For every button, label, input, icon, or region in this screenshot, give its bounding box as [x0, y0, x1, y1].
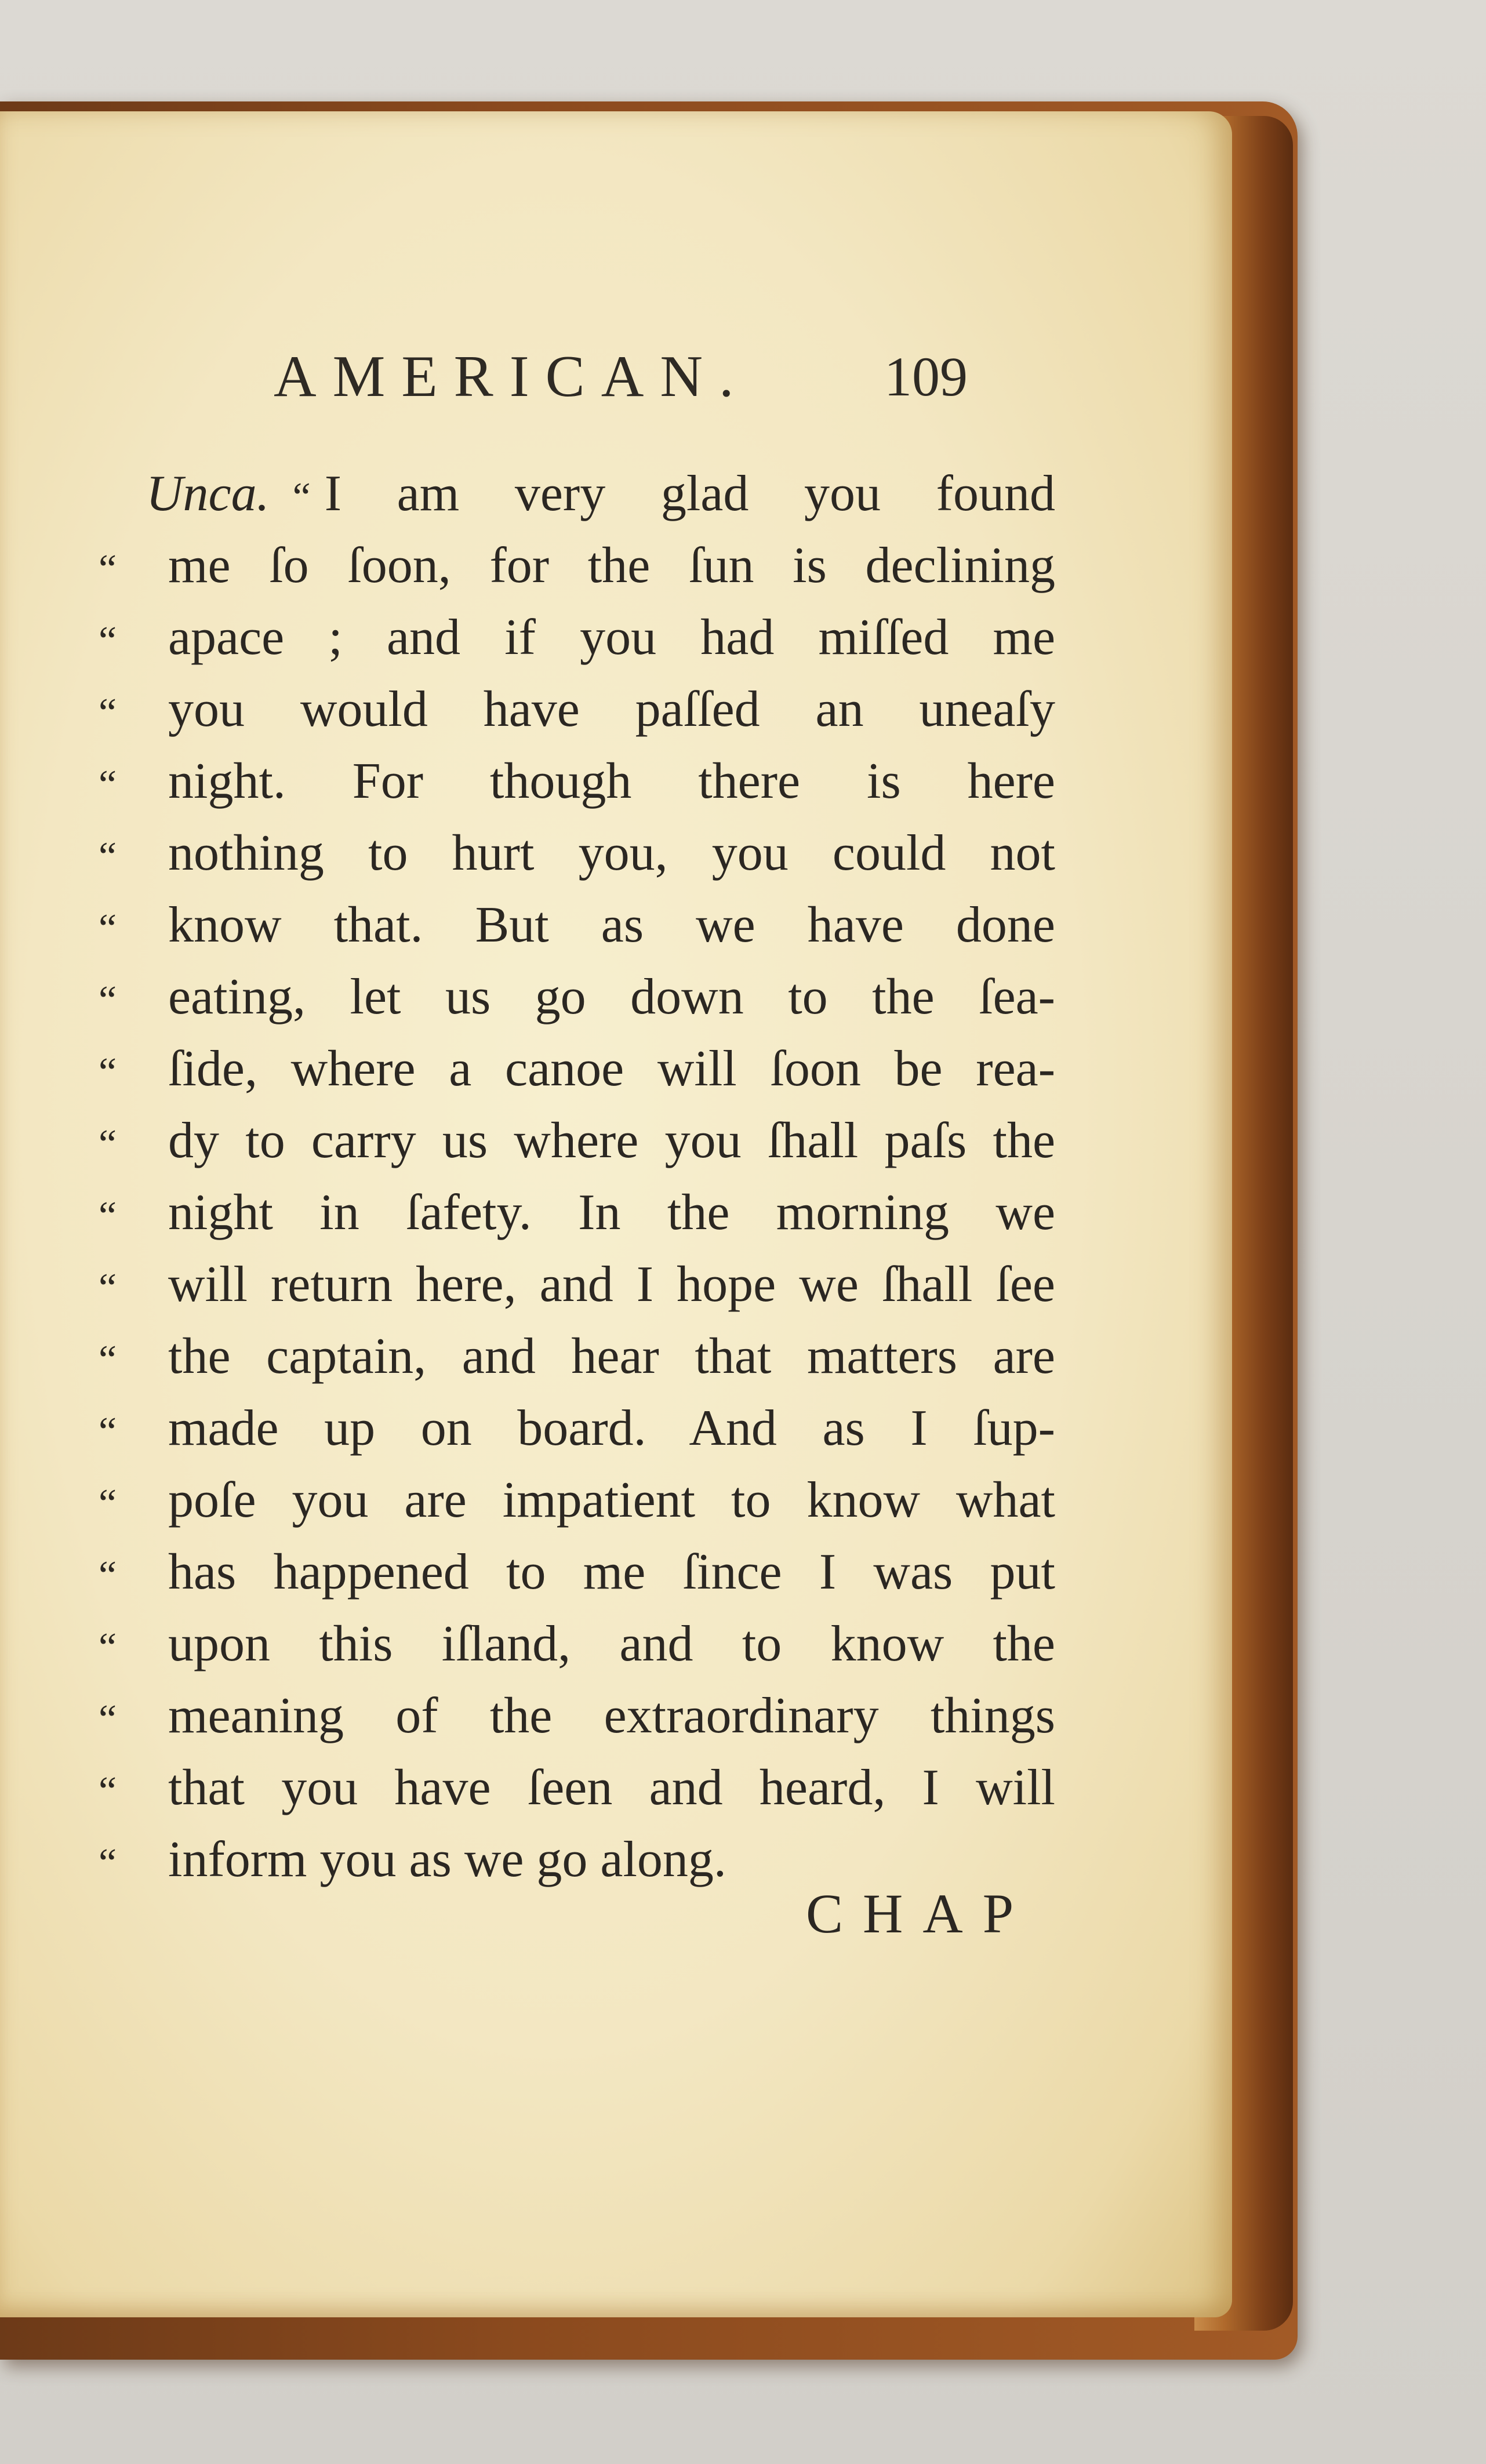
quote-mark: “ — [99, 547, 117, 591]
quote-mark: “ — [99, 1194, 117, 1238]
quote-mark: “ — [99, 690, 117, 735]
quote-mark: “ — [99, 978, 117, 1023]
line-text: eating, let us go down to the ſea- — [168, 969, 1055, 1025]
quote-mark: “ — [99, 1266, 117, 1310]
line-text: me ſo ſoon, for the ſun is declining — [168, 537, 1055, 594]
quote-mark: “ — [99, 1625, 117, 1670]
text-line — [93, 889, 1055, 961]
line-text: night in ſafety. In the morning we — [168, 1184, 1055, 1241]
page-number: 109 — [884, 346, 968, 408]
text-line — [93, 746, 1055, 817]
line-text: dy to carry us where you ſhall paſs the — [168, 1113, 1055, 1169]
text-line — [93, 1105, 1055, 1177]
quote-mark: “ — [99, 834, 117, 879]
quote-mark: “ — [99, 1841, 117, 1885]
line-text: nothing to hurt you, you could not — [168, 825, 1055, 881]
line-text: poſe you are impatient to know what — [168, 1472, 1055, 1528]
running-title: AMERICAN. — [274, 344, 750, 409]
line-text: apace ; and if you had miſſed me — [168, 609, 1055, 666]
quote-mark: “ — [99, 1769, 117, 1814]
line-text: ſide, where a canoe will ſoon be rea- — [168, 1041, 1055, 1097]
catchword: CHAP — [806, 1882, 1034, 1945]
line-text: made up on board. And as I ſup- — [168, 1400, 1055, 1456]
line-text: has happened to me ſince I was put — [168, 1544, 1055, 1600]
line-text: upon this iſland, and to know the — [168, 1616, 1055, 1672]
line-text: will return here, and I hope we ſhall ſee — [168, 1256, 1055, 1313]
text-line — [93, 961, 1055, 1033]
line-text: I am very glad you found — [324, 466, 1055, 522]
quote-mark: “ — [99, 906, 117, 951]
line-text: that you have ſeen and heard, I will — [168, 1760, 1055, 1816]
text-line — [93, 1464, 1055, 1536]
quote-mark: “ — [99, 619, 117, 663]
quote-mark: “ — [99, 1050, 117, 1095]
line-text: know that. But as we have done — [168, 897, 1055, 953]
quote-mark: “ — [99, 1409, 117, 1454]
text-line — [93, 530, 1055, 602]
quote-mark: “ — [99, 1338, 117, 1382]
quote-mark: “ — [292, 475, 311, 519]
speaker-name: Unca. — [146, 466, 270, 522]
text-line — [93, 602, 1055, 674]
text-line — [93, 1752, 1055, 1824]
quote-mark: “ — [99, 1481, 117, 1526]
page-header — [0, 333, 1232, 420]
text-line — [93, 1393, 1055, 1464]
text-line — [93, 674, 1055, 746]
text-lines — [93, 530, 1055, 1896]
text-line — [93, 1321, 1055, 1393]
quote-mark: “ — [99, 1697, 117, 1742]
text-line — [93, 1177, 1055, 1249]
text-line — [93, 458, 1055, 530]
body-text — [93, 458, 1055, 1896]
text-line — [93, 1536, 1055, 1608]
line-text: you would have paſſed an uneaſy — [168, 681, 1055, 737]
text-line — [93, 1680, 1055, 1752]
text-line — [93, 817, 1055, 889]
quote-mark: “ — [99, 762, 117, 807]
line-text: meaning of the extraordinary things — [168, 1688, 1055, 1744]
line-text: inform you as we go along. — [168, 1831, 726, 1888]
quote-mark: “ — [99, 1553, 117, 1598]
text-line — [93, 1608, 1055, 1680]
line-text: night. For though there is here — [168, 753, 1055, 809]
quote-mark: “ — [99, 1122, 117, 1166]
text-line — [93, 1249, 1055, 1321]
line-text: the captain, and hear that matters are — [168, 1328, 1055, 1384]
text-line — [93, 1033, 1055, 1105]
